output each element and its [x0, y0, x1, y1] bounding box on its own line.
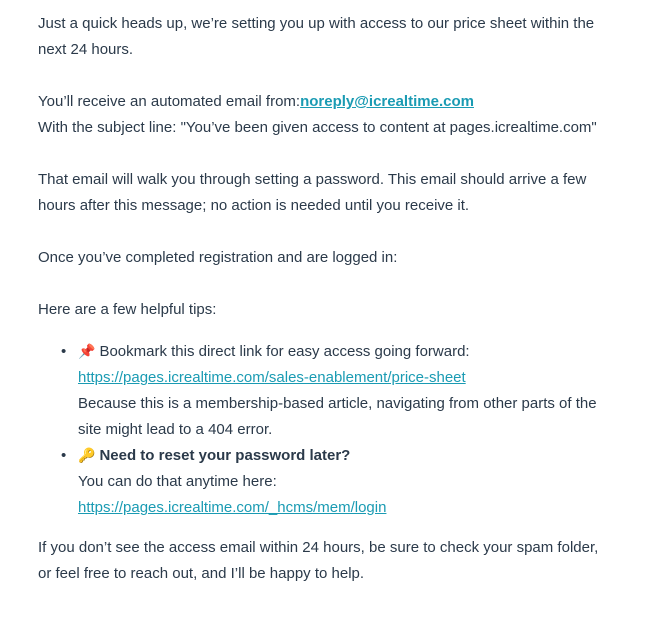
registration-paragraph: Once you’ve completed registration and are logged in:: [38, 249, 398, 266]
tips-heading: Here are a few helpful tips:: [38, 301, 217, 318]
key-icon: 🔑: [78, 448, 96, 464]
bullet-icon: •: [61, 343, 67, 360]
sender-email-link[interactable]: noreply@icrealtime.com: [300, 93, 474, 110]
login-link[interactable]: https://pages.icrealtime.com/_hcms/mem/login: [78, 499, 387, 516]
tips-list: [38, 339, 613, 521]
tip-bookmark-note: Because this is a membership-based article, navigating from other parts of the site might lead to a 404 error.: [78, 395, 597, 438]
receive-prefix: You’ll receive an automated email from:: [38, 93, 301, 110]
tip-bookmark: [61, 339, 613, 443]
tip-reset-title: Need to reset your password later?: [99, 447, 351, 464]
bullet-icon: •: [61, 447, 67, 464]
tip-reset-password: [61, 443, 613, 521]
intro-paragraph: Just a quick heads up, we’re setting you up with access to our price sheet within the next 24 hours.: [38, 15, 595, 58]
price-sheet-link[interactable]: https://pages.icrealtime.com/sales-enablement/price-sheet: [78, 369, 466, 386]
pushpin-icon: 📌: [78, 344, 96, 360]
tip-reset-note: You can do that anytime here:: [78, 473, 277, 490]
password-paragraph: That email will walk you through setting a password. This email should arrive a few hours after this message; no action is needed until you receive it.: [38, 171, 587, 214]
tip-bookmark-title: Bookmark this direct link for easy access going forward:: [99, 343, 470, 360]
closing-paragraph: If you don’t see the access email within 24 hours, be sure to check your spam folder, or feel free to reach out, and I’ll be happy to help.: [38, 539, 599, 582]
subject-line: With the subject line: "You’ve been given access to content at pages.icrealtime.com": [38, 119, 597, 136]
sender-paragraph: [38, 89, 613, 141]
email-body: [38, 11, 613, 613]
